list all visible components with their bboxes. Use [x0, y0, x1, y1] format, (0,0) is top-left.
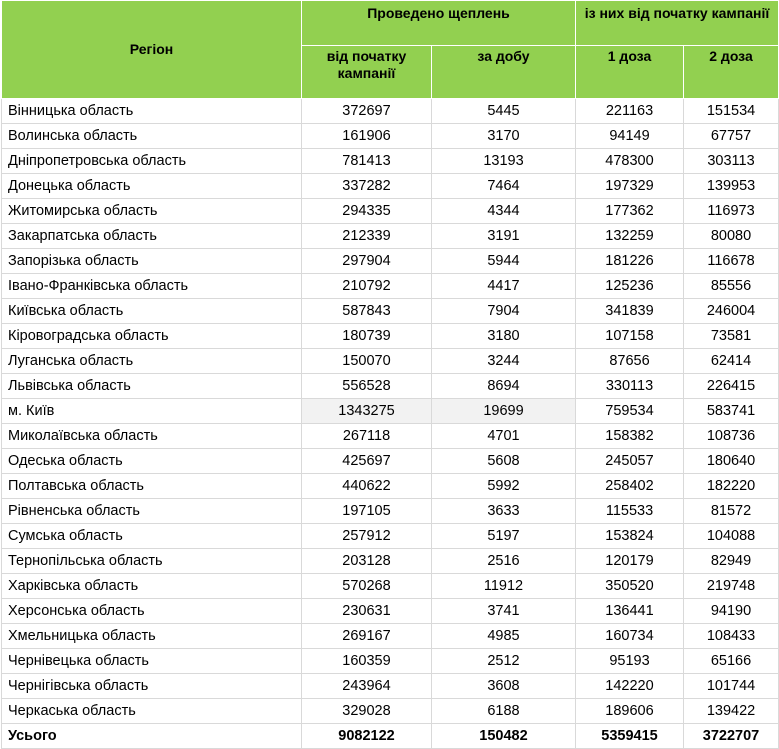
- table-row: [2, 549, 779, 574]
- dose1-count: 197329: [576, 174, 684, 199]
- region-name: Волинська область: [2, 124, 302, 149]
- per-day: 11912: [432, 574, 576, 599]
- table-row: [2, 124, 779, 149]
- total-since-start: 269167: [302, 624, 432, 649]
- per-day: 7904: [432, 299, 576, 324]
- table-row: [2, 674, 779, 699]
- dose2-count: 246004: [684, 299, 779, 324]
- dose2-count: 65166: [684, 649, 779, 674]
- dose1-count: 330113: [576, 374, 684, 399]
- dose2-count: 94190: [684, 599, 779, 624]
- table-row: [2, 649, 779, 674]
- region-name: Луганська область: [2, 349, 302, 374]
- per-day: 7464: [432, 174, 576, 199]
- per-day: 5197: [432, 524, 576, 549]
- dose1-count: 87656: [576, 349, 684, 374]
- dose2-count: 104088: [684, 524, 779, 549]
- dose1-count: 759534: [576, 399, 684, 424]
- total-since-start: 210792: [302, 274, 432, 299]
- per-day: 3191: [432, 224, 576, 249]
- region-name: Черкаська область: [2, 699, 302, 724]
- dose2-count: 226415: [684, 374, 779, 399]
- dose1-count: 341839: [576, 299, 684, 324]
- region-name: Миколаївська область: [2, 424, 302, 449]
- dose2-count: 303113: [684, 149, 779, 174]
- dose1-count: 350520: [576, 574, 684, 599]
- per-day: 3180: [432, 324, 576, 349]
- total-since-start: 556528: [302, 374, 432, 399]
- dose2-count: 219748: [684, 574, 779, 599]
- total-since-start: 267118: [302, 424, 432, 449]
- total-since-start: 337282: [302, 174, 432, 199]
- region-name: Полтавська область: [2, 474, 302, 499]
- table-row: [2, 474, 779, 499]
- region-name: Тернопільська область: [2, 549, 302, 574]
- total-since-start: 150070: [302, 349, 432, 374]
- table-row: [2, 599, 779, 624]
- region-name: Кіровоградська область: [2, 324, 302, 349]
- region-name: Харківська область: [2, 574, 302, 599]
- per-day: 5944: [432, 249, 576, 274]
- total-since-start: 257912: [302, 524, 432, 549]
- dose2-count: 182220: [684, 474, 779, 499]
- totals-label: Усього: [2, 724, 302, 749]
- region-name: Чернівецька область: [2, 649, 302, 674]
- region-name: Івано-Франківська область: [2, 274, 302, 299]
- total-since-start: 230631: [302, 599, 432, 624]
- dose2-count: 583741: [684, 399, 779, 424]
- header-region: Регіон: [2, 1, 302, 99]
- region-name: Одеська область: [2, 449, 302, 474]
- per-day: 3633: [432, 499, 576, 524]
- dose1-count: 181226: [576, 249, 684, 274]
- total-since-start: 425697: [302, 449, 432, 474]
- vaccination-table: [1, 0, 779, 749]
- total-since-start: 587843: [302, 299, 432, 324]
- region-name: Вінницька область: [2, 99, 302, 124]
- dose2-count: 151534: [684, 99, 779, 124]
- dose1-count: 158382: [576, 424, 684, 449]
- per-day: 2516: [432, 549, 576, 574]
- dose2-count: 116678: [684, 249, 779, 274]
- totals-dose1: 5359415: [576, 724, 684, 749]
- per-day: 3608: [432, 674, 576, 699]
- table-header: [2, 1, 779, 99]
- dose2-count: 62414: [684, 349, 779, 374]
- region-name: м. Київ: [2, 399, 302, 424]
- total-since-start: 440622: [302, 474, 432, 499]
- dose1-count: 125236: [576, 274, 684, 299]
- region-name: Сумська область: [2, 524, 302, 549]
- per-day: 5608: [432, 449, 576, 474]
- per-day: 4701: [432, 424, 576, 449]
- per-day: 4344: [432, 199, 576, 224]
- total-since-start: 294335: [302, 199, 432, 224]
- dose2-count: 108433: [684, 624, 779, 649]
- table-row: [2, 499, 779, 524]
- total-since-start: 297904: [302, 249, 432, 274]
- per-day: 6188: [432, 699, 576, 724]
- dose2-count: 73581: [684, 324, 779, 349]
- totals-dose2: 3722707: [684, 724, 779, 749]
- dose1-count: 94149: [576, 124, 684, 149]
- table-row: [2, 149, 779, 174]
- total-since-start: 372697: [302, 99, 432, 124]
- table-row: [2, 699, 779, 724]
- table-body: [2, 99, 779, 749]
- per-day: 19699: [432, 399, 576, 424]
- per-day: 3741: [432, 599, 576, 624]
- total-since-start: 160359: [302, 649, 432, 674]
- region-name: Дніпропетровська область: [2, 149, 302, 174]
- dose1-count: 221163: [576, 99, 684, 124]
- dose1-count: 142220: [576, 674, 684, 699]
- dose2-count: 80080: [684, 224, 779, 249]
- total-since-start: 180739: [302, 324, 432, 349]
- header-dose1: 1 доза: [576, 46, 684, 99]
- total-since-start: 781413: [302, 149, 432, 174]
- table-row: [2, 399, 779, 424]
- total-since-start: 243964: [302, 674, 432, 699]
- per-day: 3170: [432, 124, 576, 149]
- region-name: Чернігівська область: [2, 674, 302, 699]
- table-row: [2, 624, 779, 649]
- table-row: [2, 99, 779, 124]
- table-row: [2, 424, 779, 449]
- table-row: [2, 374, 779, 399]
- region-name: Закарпатська область: [2, 224, 302, 249]
- region-name: Київська область: [2, 299, 302, 324]
- region-name: Львівська область: [2, 374, 302, 399]
- total-since-start: 197105: [302, 499, 432, 524]
- table-row: [2, 524, 779, 549]
- dose1-count: 160734: [576, 624, 684, 649]
- table-row: [2, 324, 779, 349]
- table-row: [2, 299, 779, 324]
- table-row: [2, 574, 779, 599]
- dose1-count: 120179: [576, 549, 684, 574]
- region-name: Херсонська область: [2, 599, 302, 624]
- dose1-count: 153824: [576, 524, 684, 549]
- per-day: 13193: [432, 149, 576, 174]
- header-since-start: від початку кампанії: [302, 46, 432, 99]
- table-row: [2, 249, 779, 274]
- totals-day: 150482: [432, 724, 576, 749]
- region-name: Запорізька область: [2, 249, 302, 274]
- dose2-count: 180640: [684, 449, 779, 474]
- dose2-count: 108736: [684, 424, 779, 449]
- header-per-day: за добу: [432, 46, 576, 99]
- header-vaccinated-group: Проведено щеплень: [302, 1, 576, 46]
- region-name: Донецька область: [2, 174, 302, 199]
- table-row: [2, 449, 779, 474]
- per-day: 8694: [432, 374, 576, 399]
- dose2-count: 81572: [684, 499, 779, 524]
- table-row: [2, 224, 779, 249]
- dose1-count: 478300: [576, 149, 684, 174]
- dose2-count: 139422: [684, 699, 779, 724]
- total-since-start: 203128: [302, 549, 432, 574]
- per-day: 5992: [432, 474, 576, 499]
- total-since-start: 329028: [302, 699, 432, 724]
- per-day: 4417: [432, 274, 576, 299]
- table-row: [2, 199, 779, 224]
- dose2-count: 67757: [684, 124, 779, 149]
- region-name: Рівненська область: [2, 499, 302, 524]
- region-name: Хмельницька область: [2, 624, 302, 649]
- dose1-count: 189606: [576, 699, 684, 724]
- table-row: [2, 174, 779, 199]
- region-name: Житомирська область: [2, 199, 302, 224]
- table-row: [2, 349, 779, 374]
- total-since-start: 212339: [302, 224, 432, 249]
- total-since-start: 570268: [302, 574, 432, 599]
- totals-total: 9082122: [302, 724, 432, 749]
- per-day: 4985: [432, 624, 576, 649]
- dose1-count: 258402: [576, 474, 684, 499]
- dose1-count: 177362: [576, 199, 684, 224]
- dose1-count: 136441: [576, 599, 684, 624]
- dose1-count: 95193: [576, 649, 684, 674]
- total-since-start: 161906: [302, 124, 432, 149]
- dose2-count: 116973: [684, 199, 779, 224]
- per-day: 2512: [432, 649, 576, 674]
- dose1-count: 132259: [576, 224, 684, 249]
- dose2-count: 82949: [684, 549, 779, 574]
- dose1-count: 107158: [576, 324, 684, 349]
- totals-row: [2, 724, 779, 749]
- header-dose2: 2 доза: [684, 46, 779, 99]
- per-day: 5445: [432, 99, 576, 124]
- dose1-count: 115533: [576, 499, 684, 524]
- dose1-count: 245057: [576, 449, 684, 474]
- total-since-start: 1343275: [302, 399, 432, 424]
- dose2-count: 101744: [684, 674, 779, 699]
- table-row: [2, 274, 779, 299]
- header-since-start-group: із них від початку кампанії: [576, 1, 779, 46]
- dose2-count: 85556: [684, 274, 779, 299]
- per-day: 3244: [432, 349, 576, 374]
- dose2-count: 139953: [684, 174, 779, 199]
